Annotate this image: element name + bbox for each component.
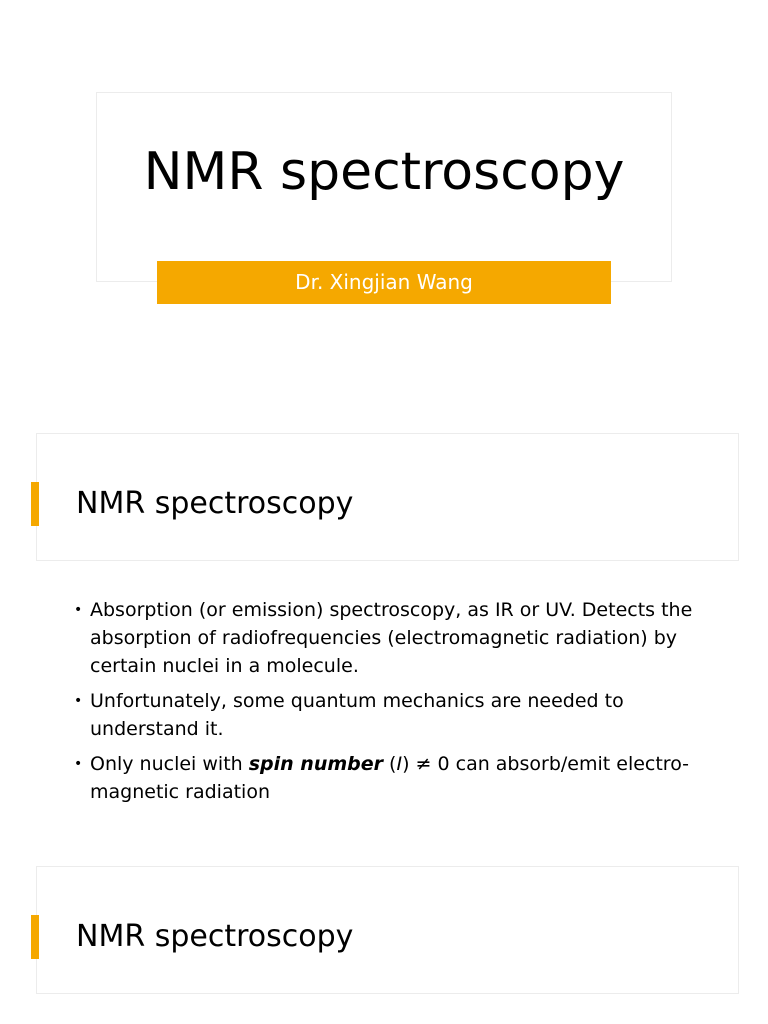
bullet-icon: • (74, 693, 83, 709)
slide3-heading: NMR spectroscopy (76, 919, 354, 954)
list-item (74, 687, 694, 743)
slide3-accent-bar (31, 915, 39, 959)
spin-symbol: I (396, 753, 403, 775)
author-banner: Dr. Xingjian Wang (157, 261, 611, 304)
slide2-accent-bar (31, 482, 39, 526)
bullet-text: Unfortunately, some quantum mechanics are needed to understand it. (90, 690, 624, 740)
spin-number-term: spin number (248, 753, 384, 775)
slide2-bullet-list (74, 596, 694, 813)
list-item (74, 596, 694, 680)
bullet-text-prefix: Only nuclei with (90, 753, 249, 775)
bullet-icon: • (74, 602, 83, 618)
list-item (74, 750, 694, 806)
bullet-text-suffix: ) ≠ 0 can absorb/emit electro-magnetic radiation (90, 753, 690, 803)
bullet-text: Absorption (or emission) spectroscopy, as IR or UV. Detects the absorption of radiofrequencies (electromagnetic radiation) by certain nuclei in a molecule. (90, 599, 693, 677)
page-title: NMR spectroscopy (143, 142, 625, 202)
bullet-icon: • (74, 756, 83, 772)
slide2-heading: NMR spectroscopy (76, 486, 354, 521)
bullet-text-paren: ( (383, 753, 397, 775)
